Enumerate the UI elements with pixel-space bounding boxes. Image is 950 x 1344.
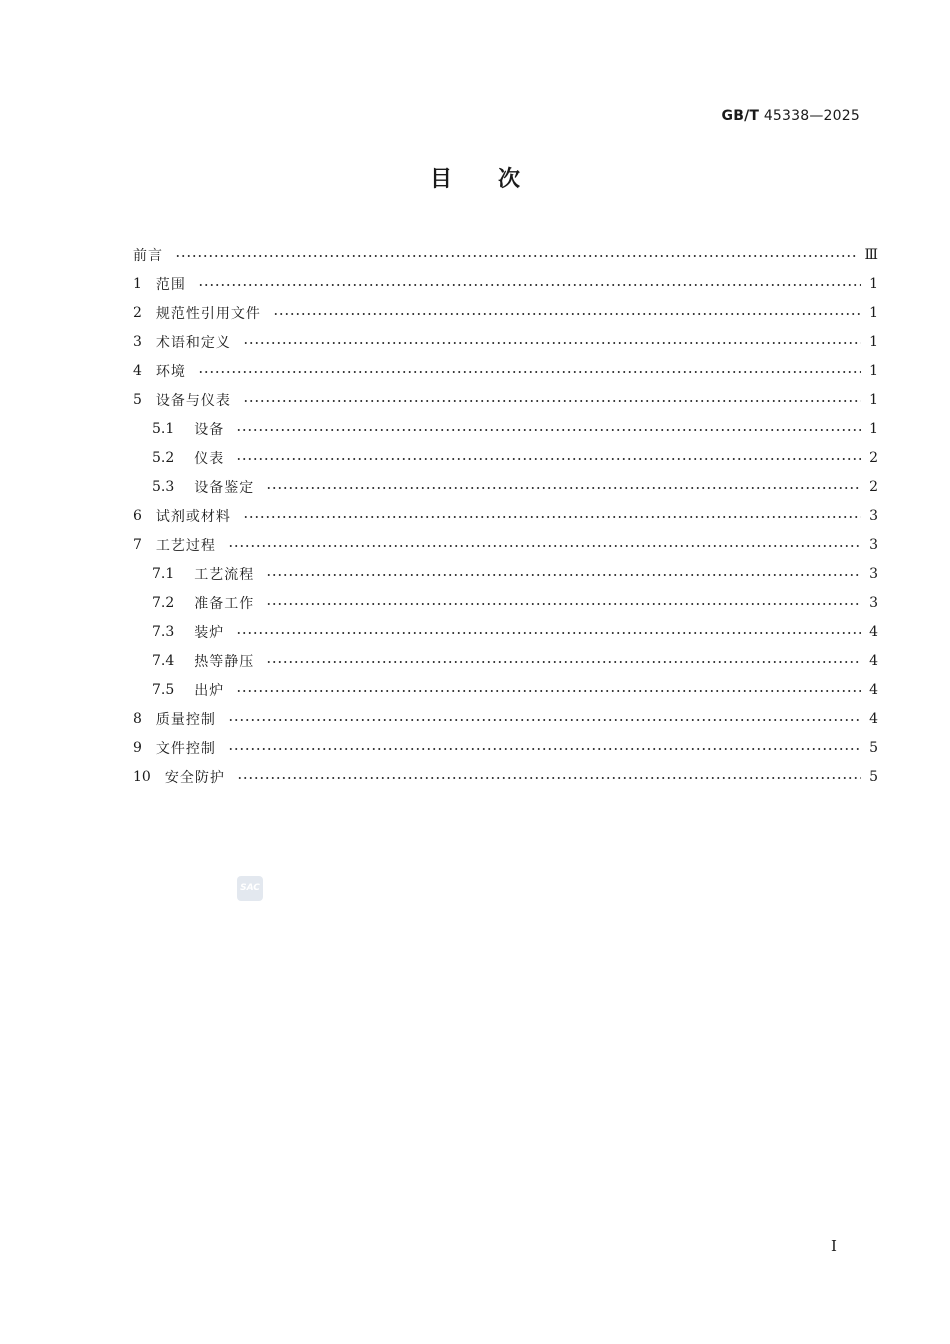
toc-entry-number: 7.2 (152, 594, 175, 611)
toc-entry-label: 术语和定义 (155, 334, 231, 351)
toc-entry-label: 设备与仪表 (155, 392, 231, 409)
toc-entry-label: 质量控制 (155, 711, 216, 728)
toc-entry-page: 1 (869, 420, 878, 437)
toc-entry-label: 热等静压 (194, 653, 255, 670)
toc-entry[interactable] (133, 501, 878, 530)
toc-entry-page: 1 (869, 275, 878, 292)
toc-entry-label: 仪表 (194, 450, 225, 467)
sac-watermark-logo: SAC (237, 876, 263, 901)
page-number: I (831, 1237, 837, 1255)
toc-entry-number: 10 (133, 768, 151, 785)
toc-entry-number: 8 (133, 710, 142, 727)
standard-code (722, 108, 860, 124)
toc-entry[interactable] (133, 385, 878, 414)
toc-entry-label: 工艺过程 (155, 537, 216, 554)
toc-entry-page: 5 (869, 768, 878, 785)
toc-entry[interactable] (133, 327, 878, 356)
toc-dot-leader (243, 342, 861, 344)
toc-entry-page: 1 (869, 362, 878, 379)
page-title: 目次 (429, 167, 566, 192)
toc-entry-page: 5 (869, 739, 878, 756)
toc-dot-leader (175, 255, 856, 257)
toc-entry[interactable] (133, 704, 878, 733)
toc-dot-leader (228, 748, 861, 750)
toc-entry-number: 5.1 (152, 420, 175, 437)
toc-entry-page: Ⅲ (864, 246, 878, 263)
toc-entry-number: 7.3 (152, 623, 175, 640)
standard-number: 45338—2025 (759, 108, 860, 124)
toc-dot-leader (236, 632, 861, 634)
toc-dot-leader (237, 777, 861, 779)
toc-entry-number: 9 (133, 739, 142, 756)
toc-entry-page: 2 (869, 449, 878, 466)
toc-entry-page: 4 (869, 681, 878, 698)
toc-dot-leader (198, 371, 861, 373)
toc-entry-number: 5.3 (152, 478, 175, 495)
toc-entry[interactable] (133, 675, 878, 704)
toc-entry-page: 1 (869, 333, 878, 350)
toc-entry-label: 前言 (133, 247, 163, 264)
toc-entry-page: 3 (869, 594, 878, 611)
toc-entry[interactable] (133, 356, 878, 385)
toc-entry-page: 3 (869, 507, 878, 524)
toc-entry-label: 设备 (194, 421, 225, 438)
toc-entry-label: 范围 (155, 276, 186, 293)
toc-entry[interactable] (133, 733, 878, 762)
toc-entry-label: 设备鉴定 (194, 479, 255, 496)
toc-entry-number: 5.2 (152, 449, 175, 466)
toc-entry-page: 3 (869, 536, 878, 553)
toc-entry-label: 试剂或材料 (155, 508, 231, 525)
toc-dot-leader (273, 313, 861, 315)
toc-entry[interactable] (133, 762, 878, 791)
toc-entry-page: 3 (869, 565, 878, 582)
toc-dot-leader (266, 487, 861, 489)
toc-dot-leader (266, 574, 861, 576)
standard-prefix: GB/T (721, 108, 760, 124)
toc-entry[interactable] (133, 240, 878, 269)
toc-entry[interactable] (133, 588, 878, 617)
toc-entry-number: 7.5 (152, 681, 175, 698)
toc-entry[interactable] (133, 559, 878, 588)
toc-entry-label: 准备工作 (194, 595, 255, 612)
toc-entry[interactable] (133, 472, 878, 501)
toc-entry-number: 7.4 (152, 652, 175, 669)
toc-entry-label: 装炉 (194, 624, 225, 641)
toc-entry[interactable] (133, 530, 878, 559)
toc-dot-leader (243, 400, 861, 402)
toc-entry-page: 4 (869, 710, 878, 727)
toc-entry-number: 7.1 (152, 565, 175, 582)
toc-entry[interactable] (133, 443, 878, 472)
toc-entry[interactable] (133, 414, 878, 443)
toc-entry-label: 文件控制 (155, 740, 216, 757)
table-of-contents (133, 240, 878, 791)
toc-entry-page: 1 (869, 304, 878, 321)
toc-entry-number: 2 (133, 304, 142, 321)
toc-entry-label: 工艺流程 (194, 566, 255, 583)
toc-entry-number: 4 (133, 362, 142, 379)
toc-dot-leader (236, 458, 861, 460)
toc-entry-page: 2 (869, 478, 878, 495)
toc-dot-leader (228, 545, 861, 547)
toc-entry-label: 出炉 (194, 682, 225, 699)
toc-dot-leader (228, 719, 861, 721)
toc-dot-leader (266, 661, 861, 663)
toc-entry-number: 6 (133, 507, 142, 524)
toc-entry-number: 3 (133, 333, 142, 350)
toc-entry-label: 安全防护 (164, 769, 225, 786)
toc-entry[interactable] (133, 298, 878, 327)
toc-dot-leader (266, 603, 861, 605)
toc-dot-leader (236, 690, 861, 692)
toc-dot-leader (236, 429, 861, 431)
toc-entry-number: 5 (133, 391, 142, 408)
toc-entry[interactable] (133, 617, 878, 646)
toc-entry-page: 4 (869, 623, 878, 640)
toc-entry-label: 环境 (155, 363, 186, 380)
toc-entry-number: 7 (133, 536, 142, 553)
toc-entry-label: 规范性引用文件 (155, 305, 261, 322)
toc-entry-number: 1 (133, 275, 142, 292)
toc-entry[interactable] (133, 269, 878, 298)
toc-entry[interactable] (133, 646, 878, 675)
toc-entry-page: 4 (869, 652, 878, 669)
toc-dot-leader (243, 516, 861, 518)
toc-entry-page: 1 (869, 391, 878, 408)
toc-dot-leader (198, 284, 861, 286)
